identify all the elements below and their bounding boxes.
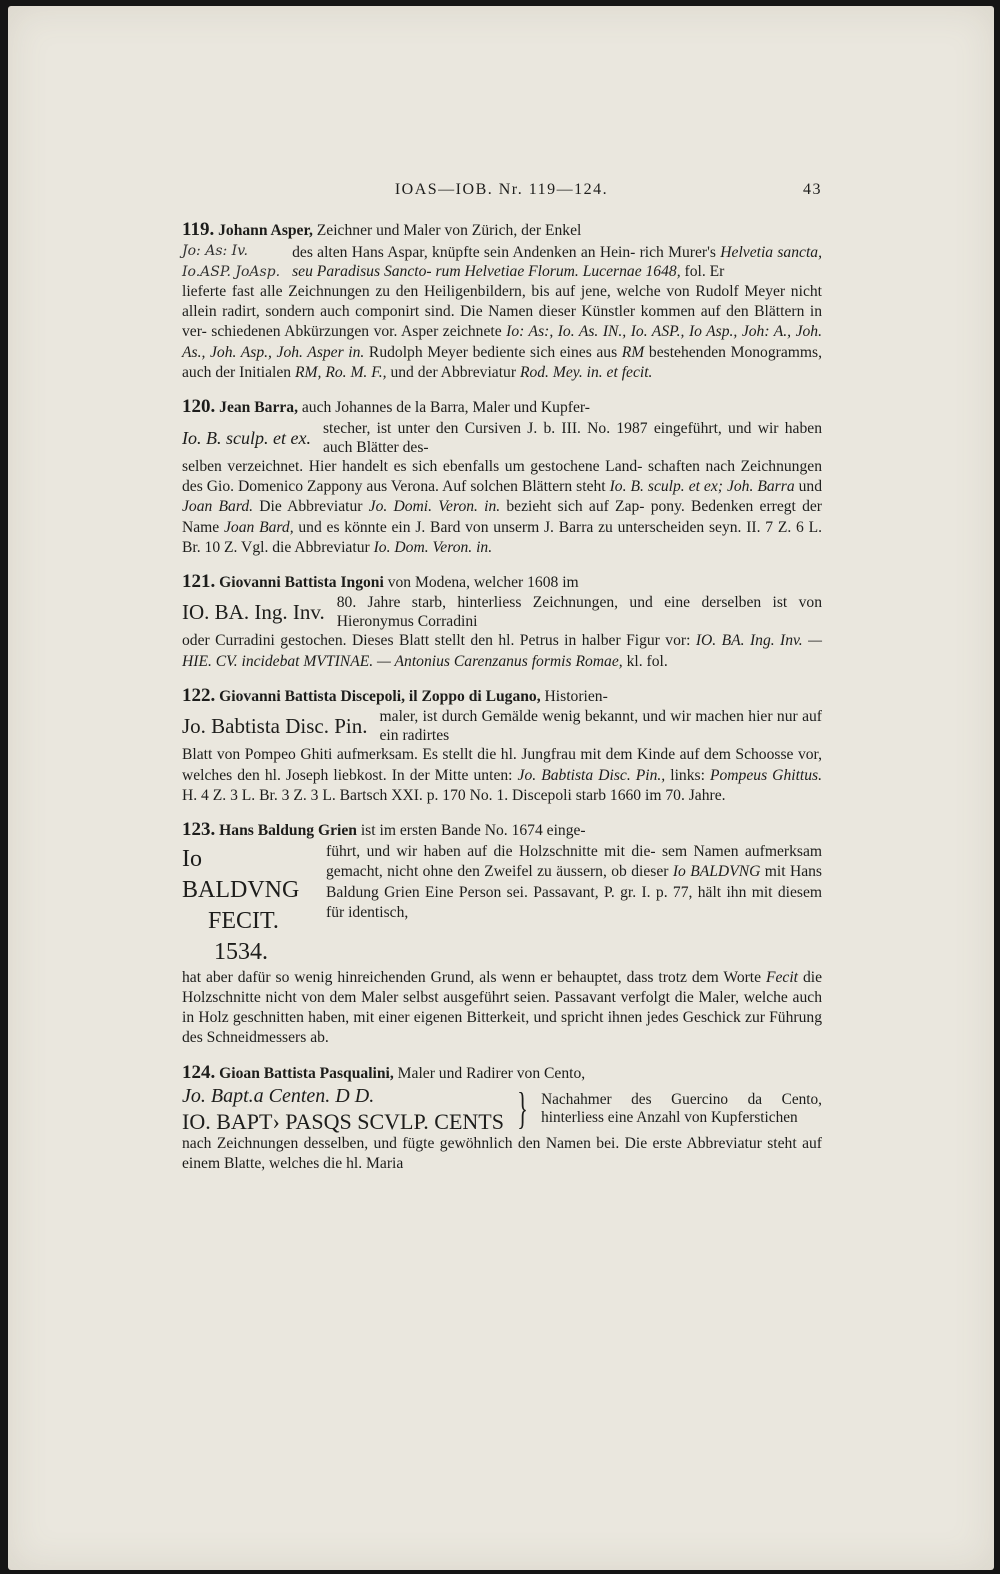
monogram: Jo. Bapt.a Centen. D D. IO. BAPT› PASQS SCVLP. CENTS [182,1085,504,1135]
monogram-block [182,1084,822,1134]
entry-119 [182,220,822,383]
entry-text: hat aber dafür so wenig hinreichenden Grund, als wenn er behauptet, dass trotz dem Worte Fecit die Holzschnitte nicht von dem Maler selbst ausgeführt seien. Passavant verfolgt die Maler, welche auch in Holz geschnitten haben, mit einer eigenen Bitterkeit, und spricht ihnen jedes Geschick zur Führung des Schneidmessers ab. [182,968,822,1047]
entry-text: maler, ist durch Gemälde wenig bekannt, und wir machen hier nur auf ein radirtes [379,708,822,745]
entry-text: stecher, ist unter den Cursiven J. b. III. No. 1987 eingeführt, und wir haben auch Blätter des- [322,419,822,456]
artist-name: Giovanni Battista Ingoni [219,574,384,592]
handwritten-monogram: Jo: As: Iv. Io.ASP. JoAsp. [182,243,281,280]
entry-text: lieferte fast alle Zeichnungen zu den Heiligenbildern, bis auf jene, welche von Rudolf Meyer nicht allein radirt, sondern auch componirt sind. Die Namen dieser Künstler kommen auf den Blättern in ver- schiedenen Abkürzungen vor. Asper zeichnete Io: As:, Io. As. IN., Io. ASP., Io Asp., Joh: A., Joh. As., Joh. Asp., Joh. Asper in. Rudolph Meyer bediente sich eines aus RM bestehenden Monogramms, auch der Initialen RM, Ro. M. F., und der Abbreviatur Rod. Mey. in. et fecit. [182,282,822,382]
entry-number: 124. [182,1061,216,1083]
artist-name: Gioan Battista Pasqualini, [219,1064,394,1082]
entry-heading: 123. Hans Baldung Grien ist im ersten Bande No. 1674 einge- [182,819,586,841]
entry-number: 119. [182,219,215,240]
entry-text: nach Zeichnungen desselben, und fügte gewöhnlich den Namen bei. Die erste Abbreviatur steht auf einem Blatte, welches die hl. Maria [182,1135,822,1173]
running-title: IOAS—IOB. Nr. 119—124. [394,181,609,198]
entry-120 [182,397,822,558]
entry-number: 121. [182,571,216,593]
entry-text: führt, und wir haben auf die Holzschnitte mit die- sem Namen aufmerksam gemacht, nicht ohne den Zweifel zu äussern, ob dieser Io BALDVNG mit Hans Baldung Grien Eine Person sei. Passavant, P. gr. I. p. 77, hält ihn mit diesem für identisch, [326,842,822,922]
monogram: Io BALDVNG FECIT. 1534. [182,845,300,965]
monogram-block [182,842,822,968]
entry-heading: 120. Jean Barra, auch Johannes de la Barra, Maler und Kupfer- [182,396,590,418]
monogram-block [182,593,822,631]
monogram: Jo. Babtista Disc. Pin. [182,714,368,739]
entry-122 [182,686,822,806]
entry-text: 80. Jahre starb, hinterliess Zeichnungen, und eine derselben ist von Hieronymus Corradini [336,594,822,631]
entry-heading: 124. Gioan Battista Pasqualini, Maler und Radirer von Cento, [182,1061,586,1083]
entry-text: oder Curradini gestochen. Dieses Blatt stellt den hl. Petrus in halber Figur vor: IO. BA. Ing. Inv. — HIE. CV. incidebat MVTINAE. — Antonius Carenzanus formis Romae, kl. fol. [182,632,822,670]
entry-123 [182,820,822,1048]
artist-name: Johann Asper, [218,222,313,239]
page-body [182,180,822,1175]
monogram-block [182,707,822,745]
entry-text: des alten Hans Aspar, knüpfte sein Andenken an Hein- rich Murer's Helvetia sancta, seu Paradisus Sancto- rum Helvetiae Florum. Lucernae 1648, fol. Er [292,243,822,280]
monogram: Io. B. sculp. et ex. [182,427,311,448]
artist-name: Jean Barra, [219,399,298,417]
entry-text: selben verzeichnet. Hier handelt es sich ebenfalls um gestochene Land- schaften nach Zeichnungen des Gio. Domenico Zappony aus Verona. Auf solchen Blättern steht Io. B. sculp. et ex; Joh. Barra und Joan Bard. Die Abbreviatur Jo. Domi. Veron. in. bezieht sich auf Zap- pony. Bedenken erregt der Name Joan Bard, und es könnte ein J. Bard von unserm J. Barra zu unterscheiden seyn. II. 7 Z. 6 L. Br. 10 Z. Vgl. die Abbreviatur Io. Dom. Veron. in. [182,457,823,556]
monogram-block [182,419,822,457]
artist-name: Giovanni Battista Discepoli, il Zoppo di Lugano, [219,688,541,706]
entry-heading: 122. Giovanni Battista Discepoli, il Zoppo di Lugano, Historien- [182,685,608,707]
entry-number: 120. [182,396,216,418]
monogram-block [182,241,822,282]
page-header [182,180,822,206]
entry-number: 122. [182,685,216,707]
monogram: IO. BA. Ing. Inv. [182,600,325,625]
entry-heading: 119. Johann Asper, Zeichner und Maler von Zürich, der Enkel [182,219,582,240]
entry-heading: 121. Giovanni Battista Ingoni von Modena, welcher 1608 im [182,571,579,593]
entry-text: Nachahmer des Guercino da Cento, hinterliess eine Anzahl von Kupferstichen [541,1091,822,1127]
artist-name: Hans Baldung Grien [219,822,357,840]
entry-text: Blatt von Pompeo Ghiti aufmerksam. Es stellt die hl. Jungfrau mit dem Kinde auf dem Schoosse vor, welches den hl. Joseph liebkost. In der Mitte unten: Jo. Babtista Disc. Pin., links: Pompeus Ghittus. H. 4 Z. 3 L. Br. 3 Z. 3 L. Bartsch XXI. p. 170 No. 1. Discepoli starb 1660 im 70. Jahre. [182,746,822,804]
page-number: 43 [803,181,822,198]
entry-124 [182,1063,822,1175]
scanned-page [8,6,994,1570]
brace: } [517,1084,528,1134]
entry-121 [182,572,822,672]
entry-number: 123. [182,819,216,841]
